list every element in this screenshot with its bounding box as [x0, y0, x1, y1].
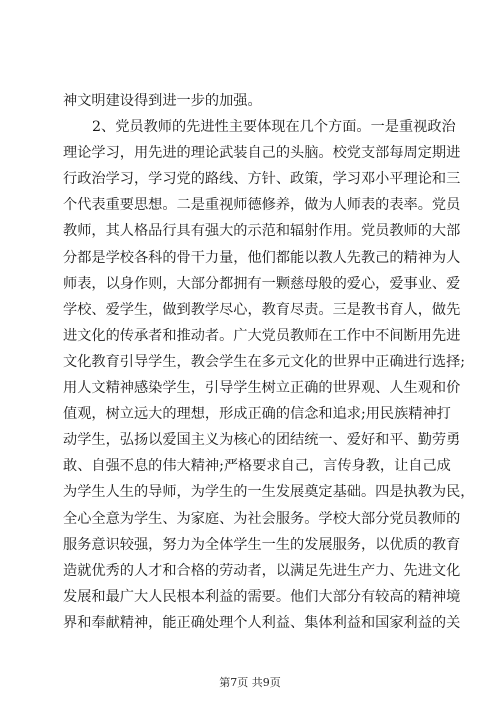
text-line: 敢、自强不息的伟大精神;严格要求自己，言传身教，让自己成 [63, 458, 451, 475]
text-line: 神文明建设得到进一步的加强。 [63, 93, 262, 109]
text-line: 2、党员教师的先进性主要体现在几个方面。一是重视政治 [92, 119, 456, 136]
text-line: 动学生，弘扬以爱国主义为核心的团结统一、爱好和平、勤劳勇 [63, 432, 461, 449]
text-line: 学校、爱学生，做到教学尽心，教育尽责。三是教书育人，做先 [63, 301, 461, 318]
text-line: 发展和最广大人民根本利益的需要。他们大部分有较高的精神境 [63, 588, 461, 605]
text-line: 行政治学习，学习党的路线、方针、政策，学习邓小平理论和三 [63, 171, 461, 188]
text-line: 文化教育引导学生，教会学生在多元文化的世界中正确进行选择; [63, 353, 466, 370]
text-line: 值观，树立远大的理想，形成正确的信念和追求;用民族精神打 [63, 406, 451, 423]
text-line: 分都是学校各科的骨干力量，他们都能以教人先教己的精神为人 [63, 249, 461, 266]
text-line: 进文化的传承者和推动者。广大党员教师在工作中不间断用先进 [63, 327, 461, 344]
text-line: 教师，其人格品行具有强大的示范和辐射作用。党员教师的大部 [63, 223, 461, 240]
text-line: 为学生人生的导师，为学生的一生发展奠定基础。四是执教为民， [63, 484, 475, 501]
text-line: 全心全意为学生、为家庭、为社会服务。学校大部分党员教师的 [63, 510, 461, 527]
text-line: 理论学习，用先进的理论武装自己的头脑。校党支部每周定期进 [63, 145, 461, 162]
text-line: 个代表重要思想。二是重视师德修养，做为人师表的表率。党员 [63, 197, 461, 214]
text-line: 造就优秀的人才和合格的劳动者，以满足先进生产力、先进文化 [63, 562, 461, 579]
text-line: 服务意识较强，努力为全体学生一生的发展服务，以优质的教育 [63, 536, 461, 553]
body-text [63, 88, 475, 636]
text-line: 界和奉献精神，能正确处理个人利益、集体利益和国家利益的关 [63, 614, 461, 631]
page-number-footer: 第7页 共9页 [219, 676, 281, 689]
text-line: 师表，以身作则，大部分都拥有一颗慈母般的爱心，爱事业、爱 [63, 275, 461, 292]
text-line: 用人文精神感染学生，引导学生树立正确的世界观、人生观和价 [63, 380, 461, 397]
